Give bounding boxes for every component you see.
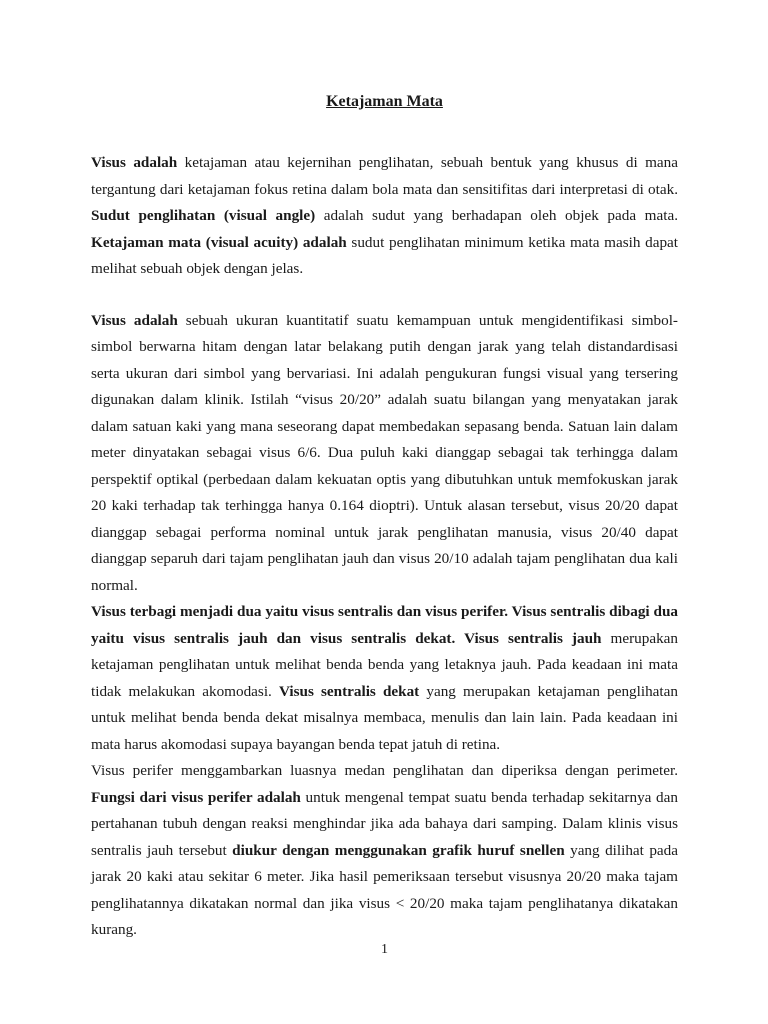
bold-term: Sudut penglihatan (visual angle) (91, 207, 316, 224)
paragraph-text: ketajaman atau kejernihan penglihatan, sebuah bentuk yang khusus di mana tergantung dari ketajaman fokus retina dalam bola mata dan sensitifitas dari interpretasi di otak. (91, 154, 678, 198)
bold-term: Visus terbagi menjadi dua yaitu visus sentralis dan visus perifer. Visus sentralis dibagi dua yaitu visus sentralis jauh dan visus sentralis dekat. Visus sentralis jauh (91, 603, 678, 647)
bold-term: Visus adalah (91, 311, 178, 329)
page-title: Ketajaman Mata (326, 93, 443, 110)
paragraph-visus-measurement (91, 308, 678, 600)
bold-term: Ketajaman mata (visual acuity) adalah (91, 233, 347, 251)
bold-term: diukur dengan menggunakan grafik huruf snellen (232, 841, 565, 859)
paragraph-text: sudut penglihatan minimum ketika mata masih dapat melihat sebuah objek dengan jelas. (91, 233, 679, 277)
paragraph-text: yang dilihat pada jarak 20 kaki atau sekitar 6 meter. Jika hasil pemeriksaan tersebut visusnya 20/20 maka tajam penglihatannya dikatakan normal dan jika visus < 20/20 maka tajam penglihatanya dikatakan kurang. (91, 841, 678, 938)
paragraph-text: Visus perifer menggambarkan luasnya medan penglihatan dan diperiksa dengan perimeter. (91, 762, 678, 779)
document-page (91, 0, 678, 1024)
bold-term: Visus sentralis dekat (278, 682, 420, 700)
bold-term: Visus adalah (91, 154, 178, 171)
paragraph-text: untuk mengenal tempat suatu benda terhadap sekitarnya dan pertahanan tubuh dengan reaksi menghindar jika ada bahaya dari samping. Dalam klinis visus sentralis jauh tersebut (91, 788, 678, 859)
bold-term: Fungsi dari visus perifer adalah (91, 788, 301, 806)
page-number: 1 (381, 942, 388, 957)
paragraph-text: merupakan ketajaman penglihatan untuk melihat benda benda yang letaknya jauh. Pada keadaan ini mata tidak melakukan akomodasi. (91, 629, 678, 700)
paragraph-text: yang merupakan ketajaman penglihatan untuk melihat benda benda dekat misalnya membaca, menulis dan lain lain. Pada keadaan ini mata harus akomodasi supaya bayangan benda tepat jatuh di retina. (91, 682, 678, 753)
paragraph-visus-perifer (91, 758, 678, 944)
paragraph-visus-types (91, 599, 678, 758)
paragraph-text: sebuah ukuran kuantitatif suatu kemampuan untuk mengidentifikasi simbol-simbol berwarna hitam dengan latar belakang putih dengan jarak yang telah distandardisasi serta ukuran dari simbol yang bervariasi. Ini adalah pengukuran fungsi visual yang tersering digunakan dalam klinik. Istilah “visus 20/20” adalah suatu bilangan yang menyatakan jarak dalam satuan kaki yang mana seseorang dapat membedakan sepasang benda. Satuan lain dalam meter dinyatakan sebagai visus 6/6. Dua puluh kaki dianggap sebagai tak terhingga dalam perspektif optikal (perbedaan dalam kekuatan optis yang dibutuhkan untuk memfokuskan jarak 20 kaki terhadap tak terhingga hanya 0.164 dioptri). Untuk alasan tersebut, visus 20/20 dapat dianggap sebagai performa nominal untuk jarak penglihatan manusia, visus 20/40 dapat dianggap separuh dari tajam penglihatan jauh dan visus 20/10 adalah tajam penglihatan dua kali normal. (91, 311, 678, 594)
document-body (91, 150, 678, 944)
paragraph-text: adalah sudut yang berhadapan oleh objek pada mata. (315, 207, 678, 224)
paragraph-visus-definition (91, 150, 678, 283)
